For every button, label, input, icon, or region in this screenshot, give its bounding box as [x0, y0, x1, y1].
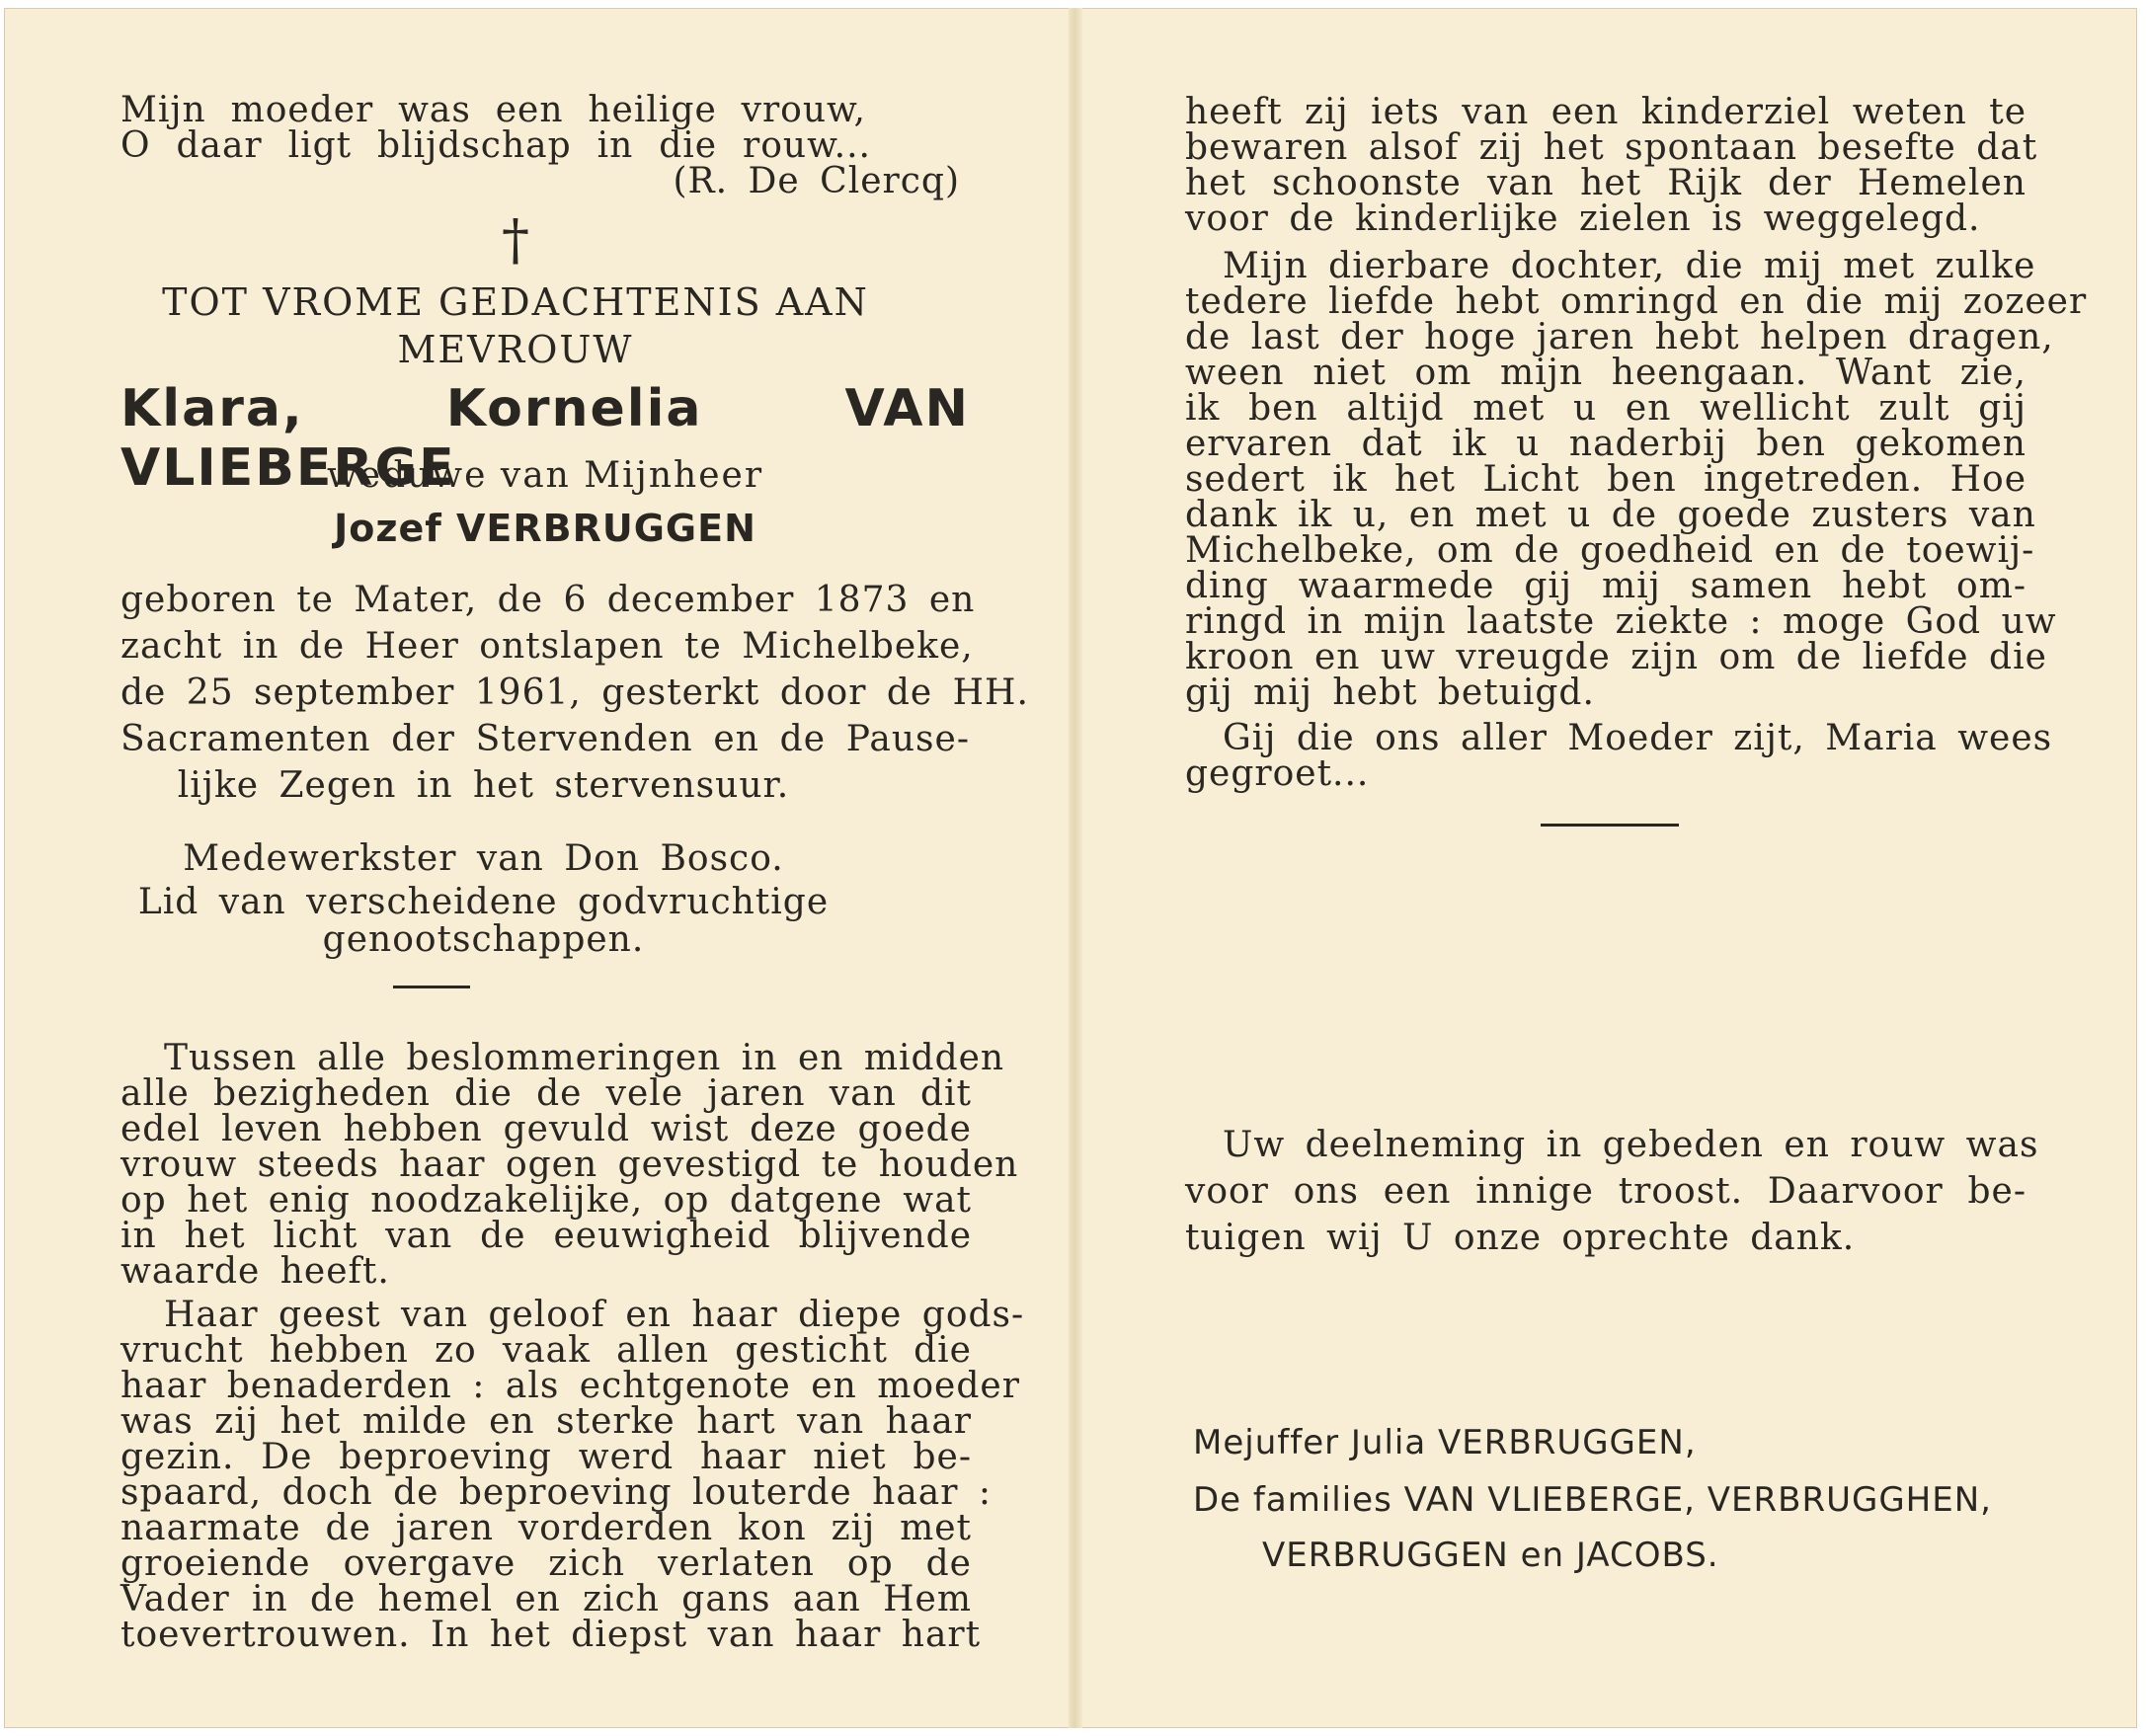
left-paragraph-2	[120, 1295, 1025, 1655]
para1-line-3: edel leven hebben gevuld wist deze goede	[120, 1109, 972, 1149]
thanks	[1185, 1122, 2039, 1261]
r-para2-line-13: gij mij hebt betuigd.	[1185, 672, 1595, 713]
poem-attribution: (R. De Clercq)	[673, 161, 960, 201]
r-para2-line-5: ik ben altijd met u en wellicht zult gij	[1185, 388, 2027, 429]
membership-line-3: genootschappen.	[322, 919, 645, 960]
r-para2-line-8: dank ik u, en met u de goede zusters van	[1185, 495, 2036, 535]
right-paragraph-2	[1185, 246, 2088, 713]
signatory-2: De families VAN VLIEBERGE, VERBRUGGHEN,	[1193, 1480, 1992, 1520]
para1-line-7: waarde heeft.	[120, 1251, 390, 1292]
spouse-block	[120, 452, 970, 551]
dedication-heading: TOT VROME GEDACHTENIS AAN	[162, 280, 869, 324]
left-page	[120, 8, 1029, 1728]
para2-line-2: vrucht hebben zo vaak allen gesticht die	[120, 1330, 972, 1371]
para1-line-6: in het licht van de eeuwigheid blijvende	[120, 1216, 972, 1256]
dedication	[120, 278, 911, 373]
para1-line-4: vrouw steeds haar ogen gevestigd te houden	[120, 1144, 1019, 1185]
r-para1-line-3: het schoonste van het Rijk der Hemelen	[1185, 163, 2027, 203]
bio-line-5: lijke Zegen in het stervensuur.	[177, 765, 790, 806]
para2-line-5: gezin. De beproeving werd haar niet be-	[120, 1437, 972, 1477]
r-para1-line-4: voor de kinderlijke zielen is weggelegd.	[1185, 198, 1981, 239]
deceased-name: Klara, Kornelia VAN VLIEBERGE	[120, 379, 970, 498]
r-para2-line-2: tedere liefde hebt omringd en die mij zozeer	[1185, 281, 2088, 322]
para2-line-3: haar benaderden : als echtgenote en moeder	[120, 1366, 1020, 1406]
para2-line-9: Vader in de hemel en zich gans aan Hem	[120, 1579, 972, 1619]
widow-line: weduwe van Mijnheer	[326, 455, 764, 496]
r-para3-line-1: Gij die ons aller Moeder zijt, Maria wees	[1223, 718, 2053, 758]
membership-line-1: Medewerkster van Don Bosco.	[183, 838, 784, 879]
left-divider	[393, 986, 470, 988]
r-para2-line-9: Michelbeke, om de goedheid en de toewij-	[1185, 530, 2035, 571]
r-para1-line-2: bewaren alsof zij het spontaan besefte dat	[1185, 127, 2038, 168]
para2-line-8: groeiende overgave zich verlaten op de	[120, 1543, 972, 1584]
right-paragraph-1	[1185, 92, 2038, 239]
membership-line-2: Lid van verscheidene godvruchtige	[137, 882, 830, 922]
bio-line-3: de 25 september 1961, gesterkt door de HH.	[120, 672, 1029, 713]
right-page	[1185, 8, 2088, 1728]
poem-line-2: O daar ligt blijdschap in die rouw...	[120, 125, 871, 166]
para2-line-4: was zij het milde en sterke hart van haar	[120, 1401, 972, 1442]
r-para2-line-3: de last der hoge jaren hebt helpen dragen,	[1185, 317, 2054, 357]
para2-line-7: naarmate de jaren vorderden kon zij met	[120, 1508, 972, 1548]
thanks-line-1: Uw deelneming in gebeden en rouw was	[1223, 1125, 2039, 1165]
bio-line-1: geboren te Mater, de 6 december 1873 en	[120, 580, 976, 620]
para2-line-1: Haar geest van geloof en haar diepe gods-	[164, 1295, 1025, 1335]
right-paragraph-3	[1185, 718, 2053, 794]
left-paragraph-1	[120, 1038, 1019, 1292]
cross-icon: †	[502, 208, 529, 273]
dedication-title: MEVROUW	[397, 328, 634, 371]
bio-line-2: zacht in de Heer ontslapen te Michelbeke,	[120, 626, 974, 667]
signatory-3: VERBRUGGEN en JACOBS.	[1262, 1536, 1719, 1575]
membership	[120, 835, 846, 958]
bio-line-4: Sacramenten der Stervenden en de Pause-	[120, 719, 970, 759]
husband-name: Jozef VERBRUGGEN	[334, 507, 756, 550]
card-fold	[1069, 8, 1082, 1728]
r-para2-line-12: kroon en uw vreugde zijn om de liefde die	[1185, 637, 2047, 677]
para1-line-5: op het enig noodzakelijke, op datgene wat	[120, 1180, 972, 1221]
para1-line-1: Tussen alle beslommeringen in en midden	[164, 1038, 1005, 1078]
left-divider-wrap	[120, 986, 743, 988]
thanks-line-2: voor ons een innige troost. Daarvoor be-	[1185, 1171, 2027, 1212]
r-para2-line-11: ringd in mijn laatste ziekte : moge God uw	[1185, 601, 2057, 642]
r-para2-line-10: ding waarmede gij mij samen hebt om-	[1185, 566, 2027, 606]
para2-line-6: spaard, doch de beproeving louterde haar :	[120, 1472, 993, 1513]
signatories	[1185, 1420, 2027, 1578]
poem	[120, 90, 972, 201]
para1-line-2: alle bezigheden die de vele jaren van dit	[120, 1073, 972, 1114]
signatory-1: Mejuffer Julia VERBRUGGEN,	[1193, 1423, 1697, 1462]
para2-line-10: toevertrouwen. In het diepst van haar hart	[120, 1615, 982, 1655]
thanks-line-3: tuigen wij U onze oprechte dank.	[1185, 1218, 1856, 1258]
r-para1-line-1: heeft zij iets van een kinderziel weten te	[1185, 92, 2027, 132]
right-divider-wrap	[1541, 824, 1679, 827]
poem-line-1: Mijn moeder was een heilige vrouw,	[120, 90, 866, 130]
r-para2-line-7: sedert ik het Licht ben ingetreden. Hoe	[1185, 459, 2027, 500]
memorial-card	[4, 8, 2137, 1728]
r-para2-line-1: Mijn dierbare dochter, die mij met zulke	[1223, 246, 2036, 286]
r-para2-line-6: ervaren dat ik u naderbij ben gekomen	[1185, 424, 2027, 464]
biography	[120, 577, 1029, 809]
right-divider	[1541, 824, 1679, 827]
r-para2-line-4: ween niet om mijn heengaan. Want zie,	[1185, 353, 2027, 393]
r-para3-line-2: gegroet...	[1185, 753, 1370, 794]
